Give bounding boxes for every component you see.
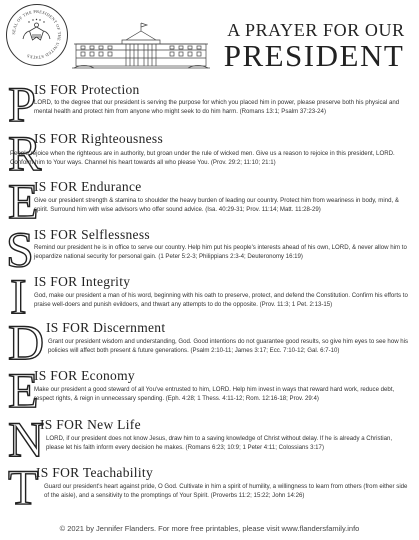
section-body: LORD, if our president does not know Jesus, draw him to a saving knowledge of Christ without delay. If he is already a Christian, please let his faith inform every decision he makes. (Romans 6:23; 10:9; 1 Peter 4:11; Colossians 3:17) [46, 435, 393, 451]
header [0, 0, 419, 76]
initial-letter: N [8, 411, 45, 467]
initial-letter: E [8, 362, 39, 418]
presidential-seal [6, 4, 68, 66]
white-house-illustration [72, 16, 210, 72]
section-heading: IS FOR Teachability [36, 465, 153, 480]
initial-letter: P [8, 76, 36, 132]
initial-letter: S [6, 221, 34, 277]
section-heading: IS FOR Selflessness [34, 227, 150, 242]
section-body: Give our president strength & stamina to shoulder the heavy burden of leading our country. Protect him from weariness in body, mind, & spirit. Surround him with wise advisors who offer sound advice. (Isa. 40:29-31; Prov. 11:14; Matt. 11:28-29) [34, 197, 399, 213]
svg-text:SEAL OF THE PRESIDENT OF THE U [11, 9, 62, 60]
section-heading: IS FOR Endurance [34, 179, 142, 194]
section-heading: IS FOR New Life [40, 417, 141, 432]
section-body: People rejoice when the righteous are in authority, but groan under the rule of wicked men. Give us a reason to rejoice in this president, LORD. Conform him to Your ways. Channel his heart towards all who please You. (Prov. 29:2; 11:10; 21:1) [10, 150, 395, 166]
section-heading: IS FOR Economy [34, 368, 135, 383]
section-heading: IS FOR Righteousness [34, 131, 164, 146]
page-title: PRESIDENT [223, 38, 405, 73]
section-heading: IS FOR Protection [34, 82, 140, 97]
initial-letter: E [8, 173, 39, 229]
section-heading: IS FOR Discernment [46, 320, 166, 335]
initial-letter: T [8, 459, 39, 515]
section-body: Guard our president's heart against pride, O God. Cultivate in him a spirit of humility, a willingness to learn from others (from either side of the aisle), and a sensitivity to the promptings of Your Spirit. (Proverbs 11:2; 15:22; John 14:26) [44, 483, 408, 499]
section-body: Remind our president he is in office to serve our country. Help him put his people's interests ahead of his own, LORD, & never allow him to jeopardize national security for personal gain. (1 Peter 5:2-3; Philippians 2:3-4; Deuteronomy 16:19) [34, 244, 407, 260]
initial-letter: R [8, 125, 42, 181]
footer-credit: © 2021 by Jennifer Flanders. For more free printables, please visit www.flandersfamily.info [59, 524, 360, 533]
section-body: Make our president a good steward of all You've entrusted to him, LORD. Help him invest in ways that reward hard work, reduce debt, respect rights, & reign in unnecessary spending. (Eph. 4:28; 1 Thess. 4:11-12; Rom. 12:16-18; Prov. 29:4) [34, 386, 395, 402]
seal-icon [7, 5, 66, 64]
section-body: God, make our president a man of his word, beginning with his oath to preserve, protect, and defend the Constitution. Confirm his efforts to praise well-doers and punish evildoers, and thwart any attempts to do the opposite. (Prov. 11:3; 1 Pet. 2:13-15) [34, 292, 408, 308]
section-body: Grant our president wisdom and understanding, God. Good intentions do not guarantee good results, so give him eyes to see how his policies will affect both present & future generations. (Psalm 2:10-11; James 3:17; Ecc. 7:10-12; Gal. 6:7-10) [48, 338, 409, 354]
seal-text: SEAL OF THE PRESIDENT OF THE UNITED STATES [10, 8, 63, 61]
section-body: LORD, to the degree that our president is serving the purpose for which you placed him in power, please preserve both his physical and mental health and protect him from anyone who might seek to do him harm. (Romans 13:1; Psalm 37:23-24) [34, 99, 400, 115]
title-top: A PRAYER FOR OUR [227, 20, 405, 40]
section-heading: IS FOR Integrity [34, 274, 131, 289]
initial-letter: I [10, 268, 27, 324]
initial-letter: D [8, 314, 45, 370]
